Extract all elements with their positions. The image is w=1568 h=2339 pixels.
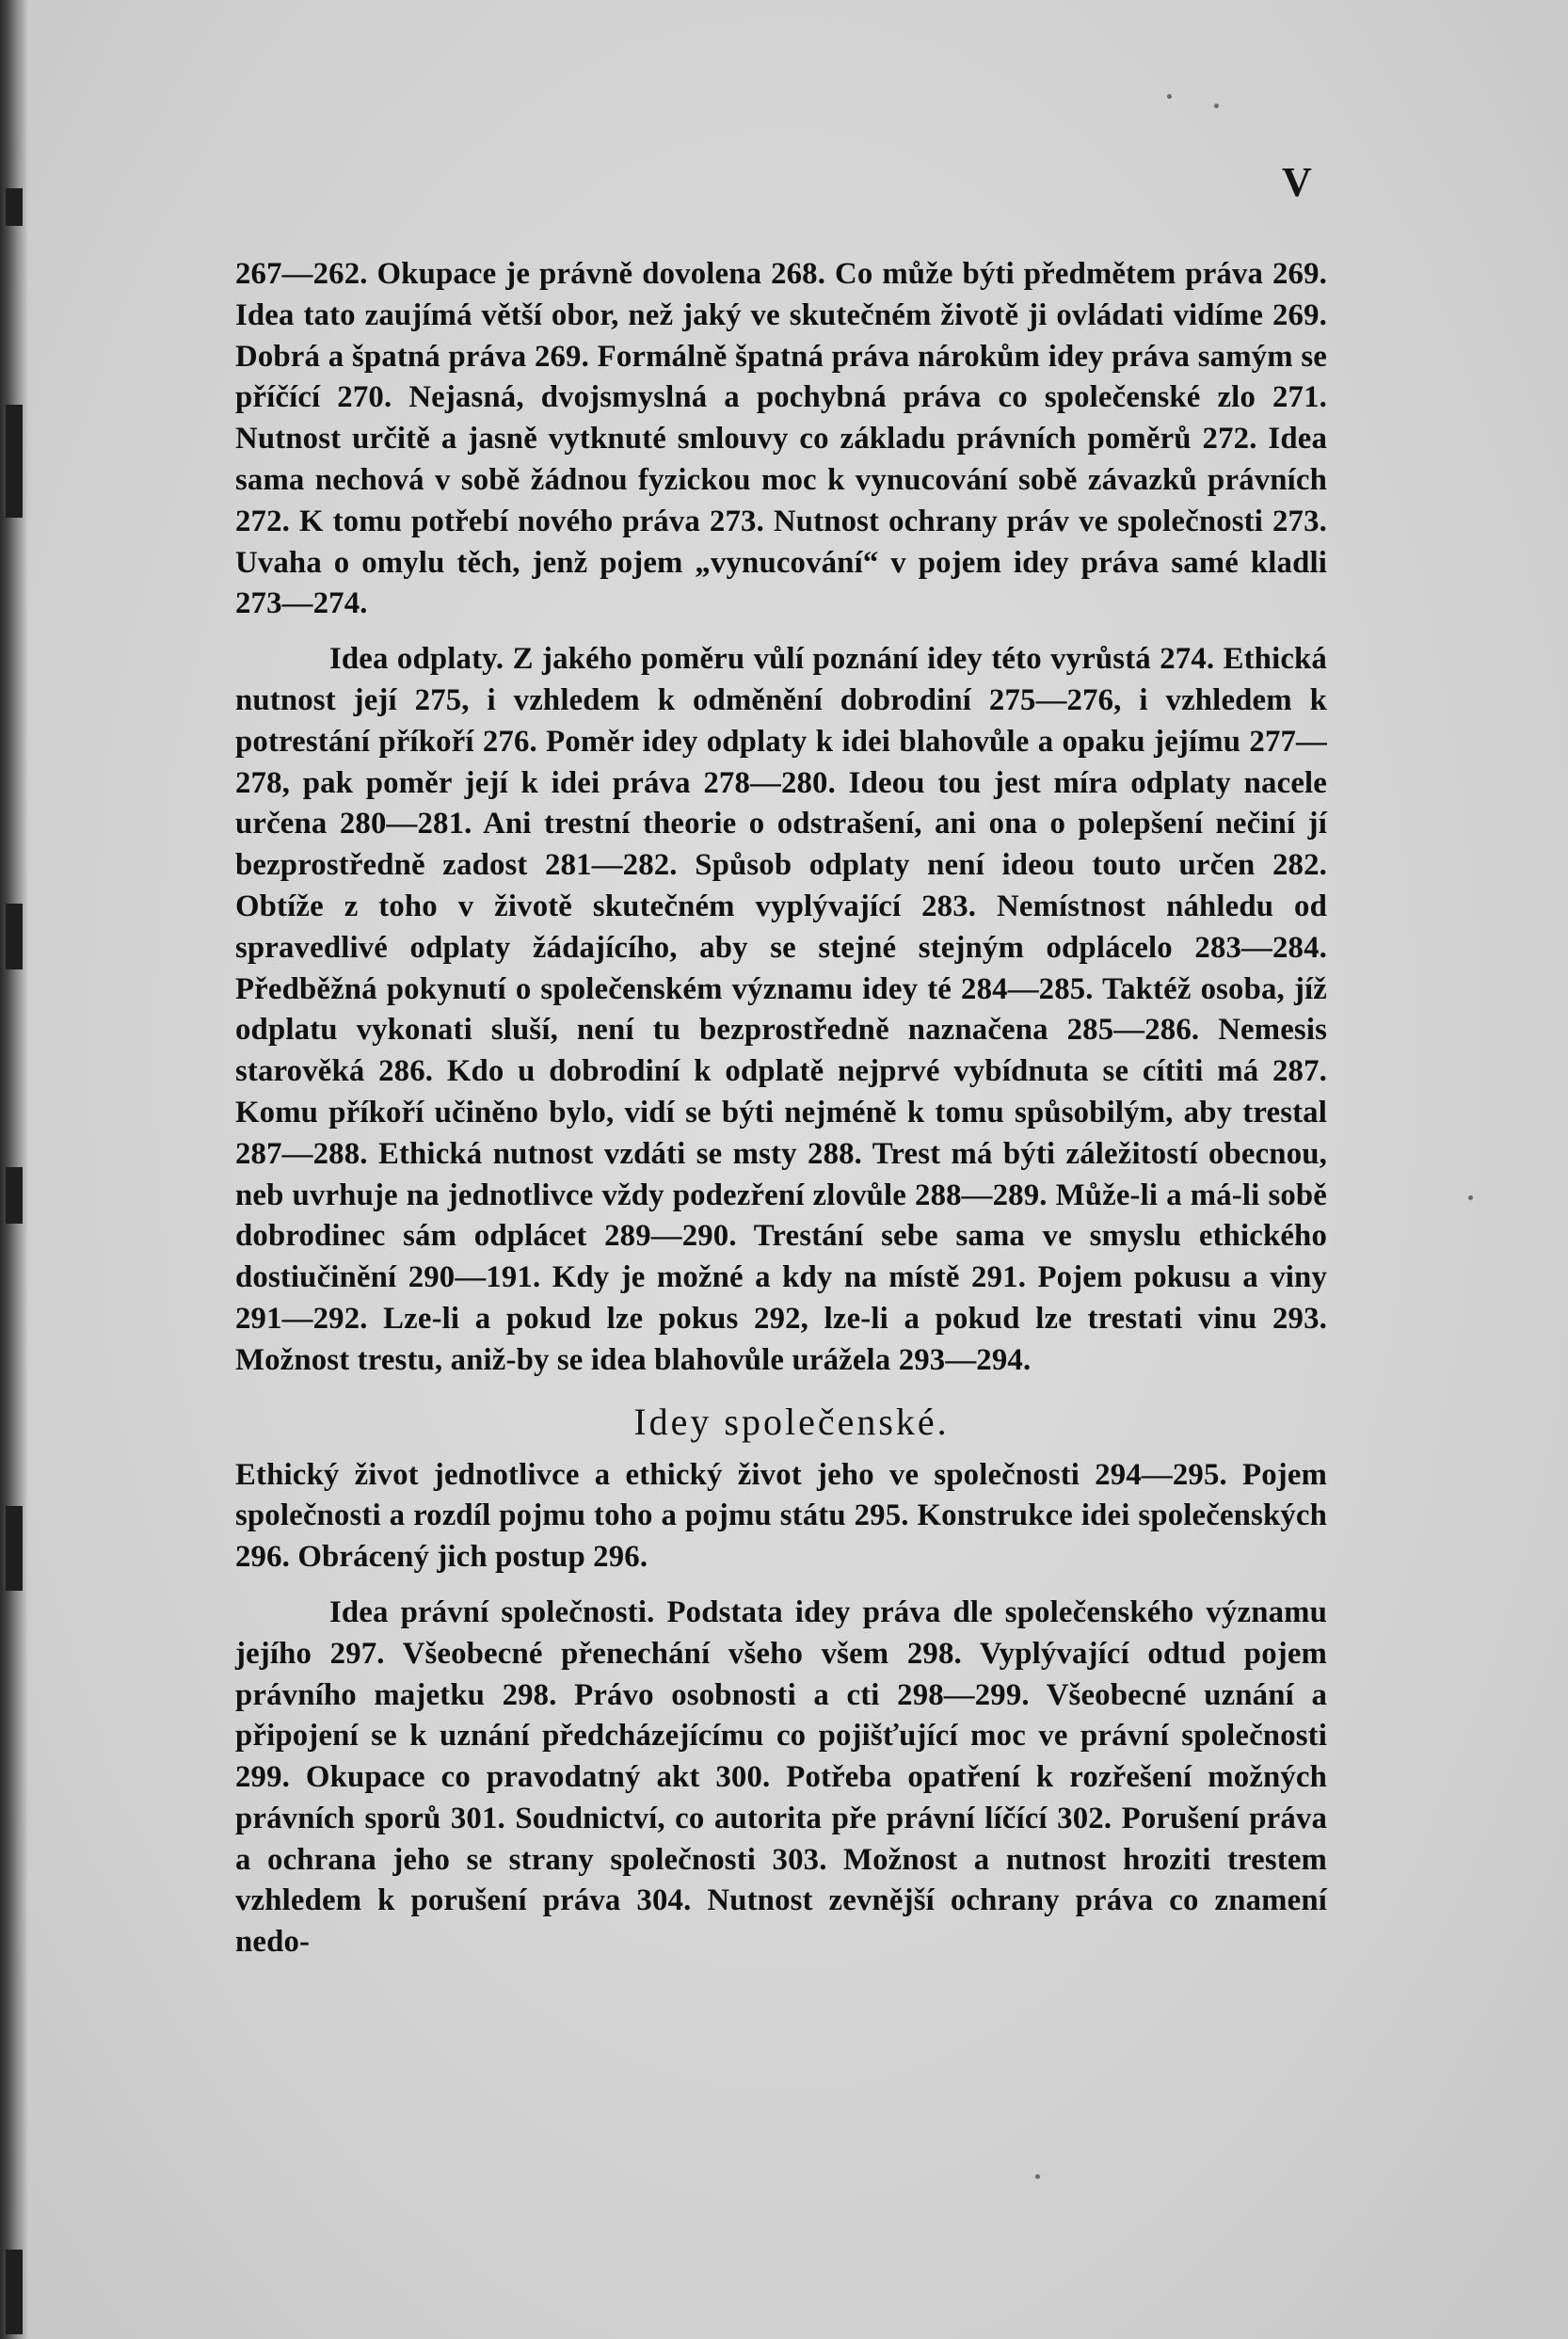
paragraph-text: 267—262. Okupace je právně dovolena 268. Co může býti předmětem práva 269. Idea tato zaujímá větší obor, než jaký ve skutečném životě ji ovládati vidíme 269. Dobrá a špatná práva 269. Formálně špatná práva nárokům idey práva samým se příčící 270. Nejasná, dvojsmyslná a pochybná práva co společenské zlo 271. Nutnost určitě a jasně vytknuté smlouvy co základu právních poměrů 272. Idea sama nechová v sobě žádnou fyzickou moc k vynucování sobě závazků právních 272. K tomu potřebí nového práva 273. Nutnost ochrany práv ve společnosti 273. Uvaha o omylu těch, jenž pojem „vynucování“ v pojem idey práva samé kladli 273—274. xyxy=(235,257,1327,621)
paragraph-idea-pravni-spolecnosti xyxy=(235,1593,1327,1963)
binding-mark xyxy=(6,904,23,969)
paragraph-text: Z jakého poměru vůlí poznání idey této vyrůstá 274. Ethická nutnost její 275, i vzhledem k odměnění dobrodiní 275—276, i vzhledem k potrestání příkoří 276. Poměr idey odplaty k idei blahovůle a opaku jejímu 277—278, pak poměr její k idei práva 278—280. Ideou tou jest míra odplaty nacele určena 280—281. Ani trestní theorie o odstrašení, ani ona o polepšení nečiní jí bezprostředně zadost 281—282. Spůsob odplaty není ideou touto určen 282. Obtíže z toho v životě skutečném vyplývající 283. Nemístnost náhledu od spravedlivé odplaty žádajícího, aby se stejné stejným odplácelo 283—284. Předběžná pokynutí o společenském významu idey té 284—285. Taktéž osoba, jíž odplatu vykonati sluší, není tu bezprostředně naznačena 285—286. Nemesis starověká 286. Kdo u dobrodiní k odplatě nejprvé vybídnuta se cítiti má 287. Komu příkoří učiněno bylo, vidí se býti nejméně k tomu spůsobilým, aby trestal 287—288. Ethická nutnost vzdáti se msty 288. Trest má býti záležitostí obecnou, neb uvrhuje na jednotlivce vždy podezření zlovůle 288—289. Může-li a má-li sobě dobrodinec sám odplácet 289—290. Trestání sebe sama ve smyslu ethického dostiučinění 290—191. Kdy je možné a kdy na místě 291. Pojem pokusu a viny 291—292. Lze-li a pokud lze pokus 292, lze-li a pokud lze trestati vinu 293. Možnost trestu, aniž-by se idea blahovůle urážela 293—294. xyxy=(235,642,1327,1377)
paragraph-continued xyxy=(235,254,1327,625)
page-binding-edge xyxy=(0,0,28,2339)
paragraph-text: Podstata idey práva dle společenského významu jejího 297. Všeobecné přenechání všeho všem 298. Vyplývající odtud pojem právního majetku 298. Právo osobnosti a cti 298—299. Všeobecné uznání a připojení se k uznání předcházejícímu co pojišťující moc ve právní společnosti 299. Okupace co pravodatný akt 300. Potřeba opatření k rozřešení možných právních sporů 301. Soudnictví, co autorita pře právní líčící 302. Porušení práva a ochrana jeho se strany společnosti 303. Možnost a nutnost hroziti trestem vzhledem k porušení práva 304. Nutnost zevnější ochrany práva co znamení nedo- xyxy=(235,1594,1327,1960)
paragraph-lead: Idea odplaty. xyxy=(329,642,504,677)
paragraph-lead: Idea právní společnosti. xyxy=(329,1594,655,1629)
binding-mark xyxy=(6,2250,23,2334)
page-folio-number: V xyxy=(1282,159,1312,205)
paper-speck xyxy=(1167,94,1172,99)
binding-mark xyxy=(6,1506,23,1591)
paper-speck xyxy=(1468,1195,1473,1200)
section-heading: Idey společenské. xyxy=(633,1400,950,1443)
paper-speck xyxy=(1035,2174,1040,2179)
paragraph-idea-odplaty xyxy=(235,639,1327,1381)
body-text xyxy=(235,254,1327,1963)
binding-mark xyxy=(6,188,23,226)
paragraph-intro xyxy=(235,1455,1327,1578)
binding-mark xyxy=(6,405,23,518)
binding-mark xyxy=(6,1167,23,1224)
paper-speck xyxy=(1214,104,1219,108)
paragraph-text: Ethický život jednotlivce a ethický život jeho ve společnosti 294—295. Pojem společnosti a rozdíl pojmu toho a pojmu státu 295. Konstrukce idei společenských 296. Obrácený jich postup 296. xyxy=(235,1457,1327,1575)
